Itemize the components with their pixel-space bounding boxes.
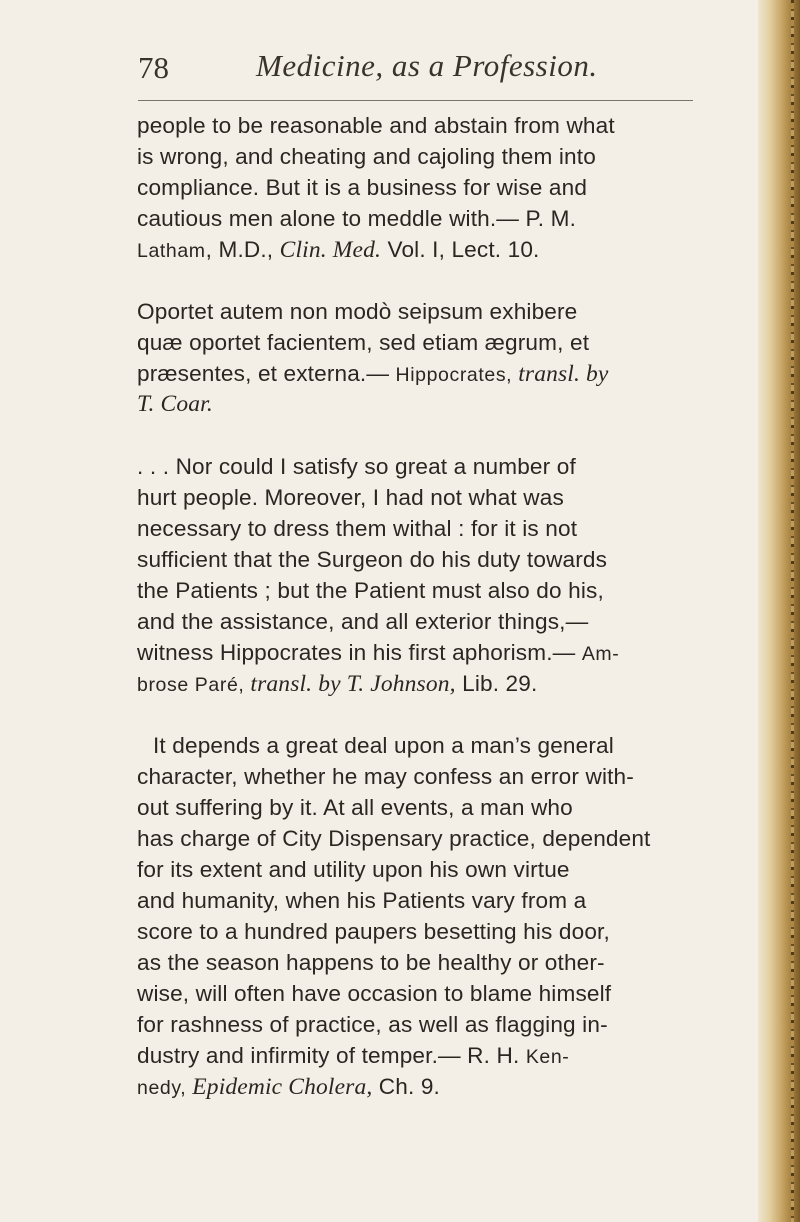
citation-text: witness Hippocrates in his first aphorism.—	[137, 640, 582, 665]
text-line: people to be reasonable and abstain from what	[137, 113, 615, 138]
text-line: compliance. But it is a business for wise and	[137, 175, 588, 200]
text-line: quæ oportet facientem, sed etiam ægrum, et	[137, 330, 590, 355]
quote-kennedy	[137, 730, 717, 1102]
text-line: hurt people. Moreover, I had not what was	[137, 485, 564, 510]
citation-line	[137, 234, 717, 265]
author-name: Ken-	[525, 1046, 570, 1068]
text-line: . . . Nor could I satisfy so great a number of	[137, 454, 576, 479]
text-line: character, whether he may confess an error with-	[137, 764, 634, 789]
text-line: and humanity, when his Patients vary from a	[137, 888, 587, 913]
page-edge	[758, 0, 800, 1222]
work-title: transl. by	[512, 361, 609, 387]
running-title: Medicine, as a Profession.	[256, 48, 598, 83]
text-line: It depends a great deal upon a man’s general	[153, 733, 614, 758]
author-name: Hippocrates,	[395, 364, 513, 386]
citation-line	[137, 358, 717, 389]
text-line: has charge of City Dispensary practice, dependent	[137, 826, 651, 851]
work-title: T. Coar.	[137, 391, 213, 417]
citation-text: , M.D.,	[205, 237, 280, 262]
text-line: out suffering by it. At all events, a man who	[137, 795, 573, 820]
quote-hippocrates	[137, 296, 717, 420]
page-body	[137, 110, 717, 1133]
author-name: Am-	[581, 643, 620, 665]
work-title: Clin. Med.	[279, 237, 382, 263]
citation-text: præsentes, et externa.—	[137, 361, 396, 386]
text-line: score to a hundred paupers besetting his door,	[137, 919, 610, 944]
author-name: nedy,	[137, 1077, 187, 1099]
text-line: as the season happens to be healthy or other-	[137, 950, 605, 975]
page-number: 78	[138, 50, 169, 85]
header-rule	[138, 100, 693, 101]
citation-text: Ch. 9.	[372, 1074, 440, 1099]
text-line: Oportet autem non modò seipsum exhibere	[137, 299, 578, 324]
text-line: for rashness of practice, as well as flagging in-	[137, 1012, 608, 1037]
author-name: brose Paré,	[137, 674, 245, 696]
author-name: Latham	[137, 240, 206, 262]
text-line: necessary to dress them withal : for it is not	[137, 516, 578, 541]
citation-line	[137, 1071, 717, 1102]
citation-line	[137, 637, 717, 668]
quote-pare	[137, 451, 717, 699]
text-line: for its extent and utility upon his own virtue	[137, 857, 570, 882]
citation-text: dustry and infirmity of temper.— R. H.	[137, 1043, 526, 1068]
text-line: the Patients ; but the Patient must also do his,	[137, 578, 604, 603]
quote-latham	[137, 110, 717, 265]
citation-line	[137, 668, 717, 699]
citation-line	[137, 1040, 717, 1071]
citation-text: Vol. I, Lect. 10.	[381, 237, 540, 262]
citation-text: Lib. 29.	[455, 671, 538, 696]
text-line: cautious men alone to meddle with.— P. M.	[137, 206, 577, 231]
running-header	[138, 48, 698, 88]
text-line: wise, will often have occasion to blame himself	[137, 981, 612, 1006]
text-line: sufficient that the Surgeon do his duty towards	[137, 547, 608, 572]
work-title: Epidemic Cholera,	[186, 1074, 373, 1100]
text-line: and the assistance, and all exterior things,—	[137, 609, 589, 634]
text-line: is wrong, and cheating and cajoling them into	[137, 144, 596, 169]
work-title: transl. by T. Johnson,	[244, 671, 456, 697]
